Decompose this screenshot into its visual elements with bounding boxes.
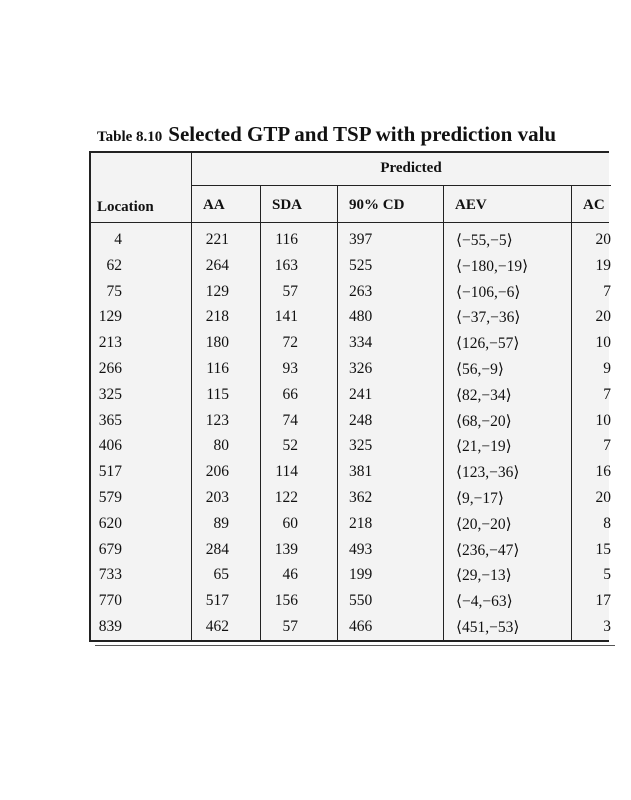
aev-cell: ⟨236,−47⟩	[456, 541, 520, 559]
table-body	[89, 229, 609, 642]
ac-cell: 16	[595, 463, 611, 481]
aev-cell: ⟨9,−17⟩	[456, 489, 504, 507]
cd-cell: 397	[349, 231, 373, 248]
aa-cell: 129	[205, 282, 229, 300]
location-cell: 4	[114, 231, 122, 248]
aev-cell: ⟨451,−53⟩	[456, 618, 520, 636]
aa-cell: 65	[213, 566, 229, 584]
table-row	[89, 229, 609, 255]
table-row	[89, 332, 609, 358]
table-row	[89, 358, 609, 384]
cd-cell: 525	[349, 256, 373, 274]
ac-cell: 5	[603, 566, 611, 584]
table-row	[89, 616, 609, 642]
sda-cell: 122	[274, 488, 298, 506]
sda-cell: 66	[282, 385, 298, 403]
sda-cell: 46	[282, 566, 298, 584]
ac-cell: 15	[595, 540, 611, 558]
table-caption	[97, 122, 556, 147]
aa-cell: 284	[205, 540, 229, 558]
sda-cell: 163	[274, 256, 298, 274]
header-aa: AA	[203, 197, 225, 213]
location-cell: 620	[98, 514, 122, 532]
location-cell: 325	[98, 385, 122, 403]
aev-cell: ⟨−37,−36⟩	[456, 309, 521, 327]
table-title: Selected GTP and TSP with prediction valu	[168, 122, 557, 146]
ac-cell: 7	[603, 437, 611, 455]
sda-cell: 93	[282, 359, 298, 377]
table-row	[89, 461, 609, 487]
aev-cell: ⟨68,−20⟩	[456, 412, 512, 430]
sda-cell: 60	[282, 514, 298, 532]
aev-cell: ⟨126,−57⟩	[456, 335, 520, 353]
sda-cell: 116	[275, 231, 298, 248]
cd-cell: 325	[349, 437, 373, 455]
header-sda: SDA	[272, 197, 303, 213]
aa-cell: 221	[205, 231, 229, 248]
sda-cell: 141	[274, 308, 298, 326]
table-number: Table 8.10	[97, 129, 163, 145]
cd-cell: 218	[349, 514, 373, 532]
ac-cell: 7	[603, 282, 611, 300]
sda-cell: 114	[275, 463, 298, 481]
predicted-group-header: Predicted	[380, 160, 442, 176]
sda-cell: 139	[274, 540, 298, 558]
aev-cell: ⟨−106,−6⟩	[456, 283, 521, 301]
cd-cell: 334	[349, 334, 373, 352]
header-rule	[191, 185, 611, 186]
aev-cell: ⟨−4,−63⟩	[456, 593, 513, 611]
aa-cell: 115	[206, 385, 229, 403]
ac-cell: 10	[595, 411, 611, 429]
location-cell: 517	[98, 463, 122, 481]
ac-cell: 20	[595, 308, 611, 326]
sda-cell: 52	[282, 437, 298, 455]
sda-cell: 74	[282, 411, 298, 429]
aa-cell: 180	[205, 334, 229, 352]
aa-cell: 116	[206, 359, 229, 377]
aa-cell: 203	[205, 488, 229, 506]
ac-cell: 20	[595, 231, 611, 248]
location-cell: 770	[98, 592, 122, 610]
cd-cell: 550	[349, 592, 373, 610]
cd-cell: 493	[349, 540, 373, 558]
location-cell: 75	[106, 282, 122, 300]
table-row	[89, 590, 609, 616]
ac-cell: 10	[595, 334, 611, 352]
header-aev: AEV	[455, 197, 487, 213]
ac-cell: 8	[603, 514, 611, 532]
location-cell: 365	[98, 411, 122, 429]
aev-cell: ⟨−55,−5⟩	[456, 232, 513, 249]
sda-cell: 57	[282, 617, 298, 635]
header-location: Location	[97, 199, 154, 215]
cd-cell: 248	[349, 411, 373, 429]
cd-cell: 241	[349, 385, 373, 403]
ac-cell: 19	[595, 256, 611, 274]
aev-cell: ⟨56,−9⟩	[456, 360, 504, 378]
cd-cell: 199	[349, 566, 373, 584]
table-row	[89, 435, 609, 461]
table-row	[89, 255, 609, 281]
table-row	[89, 281, 609, 307]
aev-cell: ⟨29,−13⟩	[456, 567, 512, 585]
location-cell: 406	[98, 437, 122, 455]
cd-cell: 362	[349, 488, 373, 506]
cd-cell: 381	[349, 463, 373, 481]
location-cell: 839	[98, 617, 122, 635]
table-row	[89, 306, 609, 332]
location-cell: 579	[98, 488, 122, 506]
table-row	[89, 513, 609, 539]
sda-cell: 156	[274, 592, 298, 610]
aev-cell: ⟨20,−20⟩	[456, 515, 512, 533]
location-cell: 129	[98, 308, 122, 326]
aa-cell: 218	[205, 308, 229, 326]
sda-cell: 57	[282, 282, 298, 300]
ac-cell: 20	[595, 488, 611, 506]
cd-cell: 326	[349, 359, 373, 377]
location-cell: 62	[106, 256, 122, 274]
sda-cell: 72	[282, 334, 298, 352]
ac-cell: 17	[595, 592, 611, 610]
cd-cell: 466	[349, 617, 373, 635]
aev-cell: ⟨−180,−19⟩	[456, 257, 529, 275]
location-cell: 733	[98, 566, 122, 584]
cd-cell: 263	[349, 282, 373, 300]
aa-cell: 89	[213, 514, 229, 532]
table-row	[89, 487, 609, 513]
aa-cell: 517	[205, 592, 229, 610]
header-rule	[89, 222, 609, 223]
ac-cell: 7	[603, 385, 611, 403]
bottom-rule	[95, 645, 615, 646]
location-cell: 679	[98, 540, 122, 558]
aa-cell: 264	[205, 256, 229, 274]
aa-cell: 462	[205, 617, 229, 635]
location-cell: 213	[98, 334, 122, 352]
aev-cell: ⟨82,−34⟩	[456, 386, 512, 404]
header-90-cd: 90% CD	[349, 197, 405, 213]
aev-cell: ⟨123,−36⟩	[456, 464, 520, 482]
aa-cell: 123	[205, 411, 229, 429]
cd-cell: 480	[349, 308, 373, 326]
ac-cell: 9	[603, 359, 611, 377]
ac-cell: 3	[603, 617, 611, 635]
table-row	[89, 564, 609, 590]
location-cell: 266	[98, 359, 122, 377]
table-row	[89, 410, 609, 436]
table-row	[89, 539, 609, 565]
table-row	[89, 384, 609, 410]
aa-cell: 80	[213, 437, 229, 455]
header-ac: AC	[583, 197, 605, 213]
aa-cell: 206	[205, 463, 229, 481]
aev-cell: ⟨21,−19⟩	[456, 438, 512, 456]
